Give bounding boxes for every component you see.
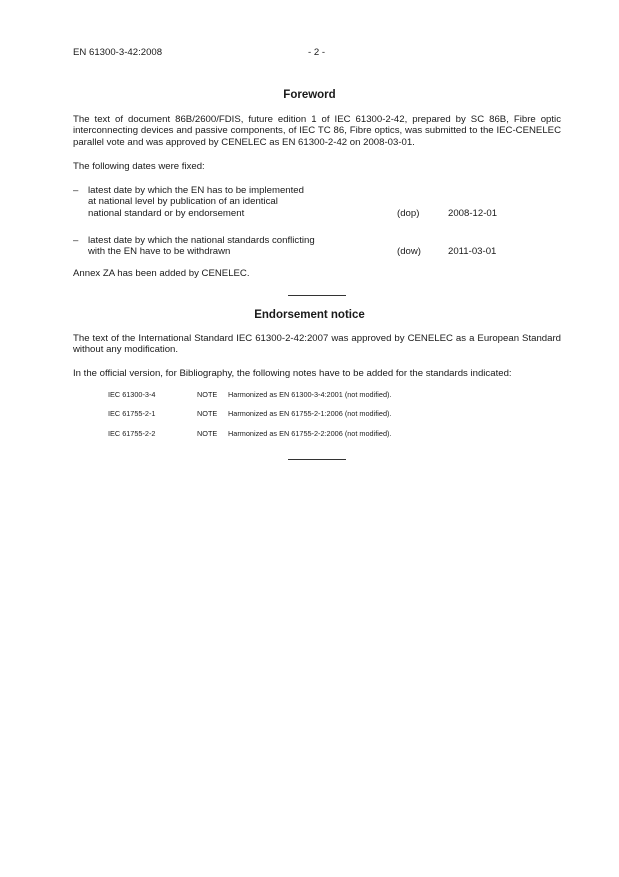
date-item-bullet: – [73,185,79,196]
page-number: - 2 - [308,47,326,58]
date-abbreviation: (dow) [397,246,421,257]
dates-intro: The following dates were fixed: [73,161,205,172]
date-item-description [88,185,304,219]
bibliography-intro: In the official version, for Bibliography, the following notes have to be added for the standards indicated: [73,368,512,379]
date-item-line: at national level by publication of an identical [88,196,278,208]
date-item-line: latest date by which the national standards conflicting [88,235,315,246]
document-id: EN 61300-3-42:2008 [73,47,163,58]
note-text: Harmonized as EN 61755-2-1:2006 (not modified). [228,409,392,418]
date-item-line: with the EN have to be withdrawn [88,246,231,258]
date-abbreviation: (dop) [397,208,420,219]
foreword-heading: Foreword [283,89,336,101]
note-standard: IEC 61755-2-1 [108,409,156,418]
note-standard: IEC 61755-2-2 [108,429,156,438]
note-label: NOTE [197,409,218,418]
date-item-line: national standard or by endorsement [88,207,245,219]
note-label: NOTE [197,429,218,438]
note-text: Harmonized as EN 61755-2-2:2006 (not modified). [228,429,392,438]
note-text: Harmonized as EN 61300-3-4:2001 (not modified). [228,390,392,399]
date-item-bullet: – [73,235,79,246]
foreword-intro: The text of document 86B/2600/FDIS, future edition 1 of IEC 61300-2-42, prepared by SC 86B, Fibre optic interconnecting devices and passive components, of IEC TC 86, Fibre optics, was submitted to the IEC-CENELEC parallel vote and was approved by CENELEC as EN 61300-2-42 on 2008-03-01. [73,114,561,148]
section-divider [288,459,346,460]
note-standard: IEC 61300-3-4 [108,390,156,399]
date-item-line: latest date by which the EN has to be implemented [88,185,304,196]
date-value: 2008-12-01 [448,208,498,219]
endorsement-text: The text of the International Standard IEC 61300-2-42:2007 was approved by CENELEC as a European Standard without any modification. [73,333,561,356]
date-item-description [88,235,315,258]
note-label: NOTE [197,390,218,399]
section-divider [288,295,346,296]
endorsement-heading: Endorsement notice [254,309,365,321]
annex-note: Annex ZA has been added by CENELEC. [73,268,250,279]
date-value: 2011-03-01 [448,246,497,257]
